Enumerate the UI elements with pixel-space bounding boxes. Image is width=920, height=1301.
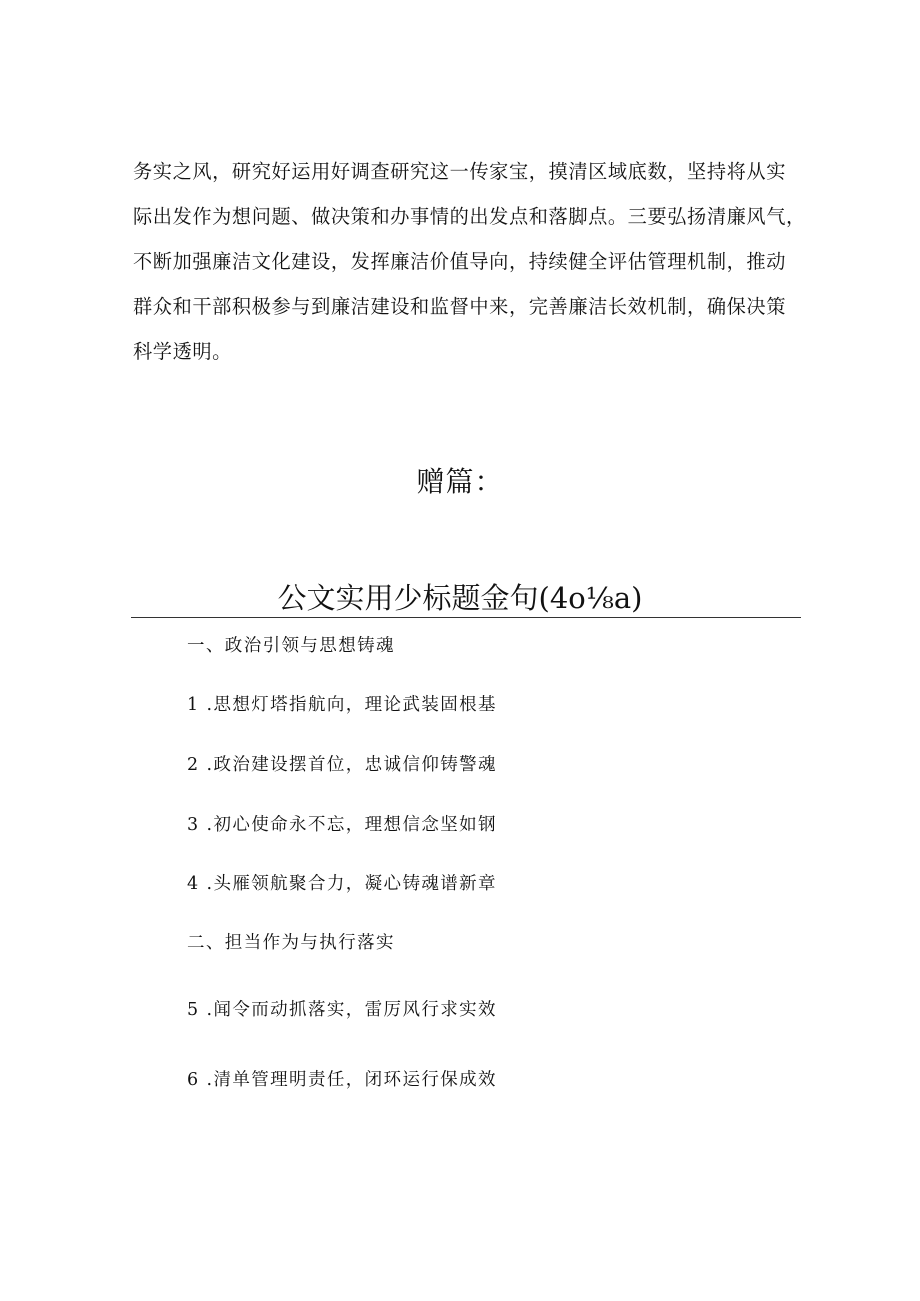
title-underline — [131, 617, 801, 618]
list-item: 1 .思想灯塔指航向，理论武装固根基 — [187, 695, 497, 715]
appendix-heading: 赠篇： — [416, 465, 504, 498]
list-item: 2 .政治建设摆首位，忠诚信仰铸警魂 — [187, 755, 497, 775]
paragraph-line: 不断加强廉洁文化建设，发挥廉洁价值导向，持续健全评估管理机制，推动 — [133, 250, 786, 273]
section-heading-action: 二、担当作为与执行落实 — [187, 933, 395, 953]
paragraph-line: 际出发作为想问题、做决策和办事情的出发点和落脚点。三要弘扬清廉风气， — [133, 205, 806, 228]
paragraph-line: 科学透明。 — [133, 340, 232, 363]
list-item: 4 .头雁领航聚合力，凝心铸魂谱新章 — [187, 874, 497, 894]
document-title: 公文实用少标题金句(4o⅛a) — [277, 581, 643, 615]
list-item: 5 .闻令而动抓落实，雷厉风行求实效 — [187, 1000, 497, 1020]
list-item: 6 .清单管理明责任，闭环运行保成效 — [187, 1070, 497, 1090]
paragraph-line: 务实之风，研究好运用好调查研究这一传家宝，摸清区域底数，坚持将从实 — [133, 160, 786, 183]
paragraph-line: 群众和干部积极参与到廉洁建设和监督中来，完善廉洁长效机制，确保决策 — [133, 295, 786, 318]
list-item: 3 .初心使命永不忘，理想信念坚如钢 — [187, 815, 497, 835]
body-paragraph — [133, 152, 813, 377]
section-heading-political: 一、政治引领与思想铸魂 — [187, 636, 395, 656]
